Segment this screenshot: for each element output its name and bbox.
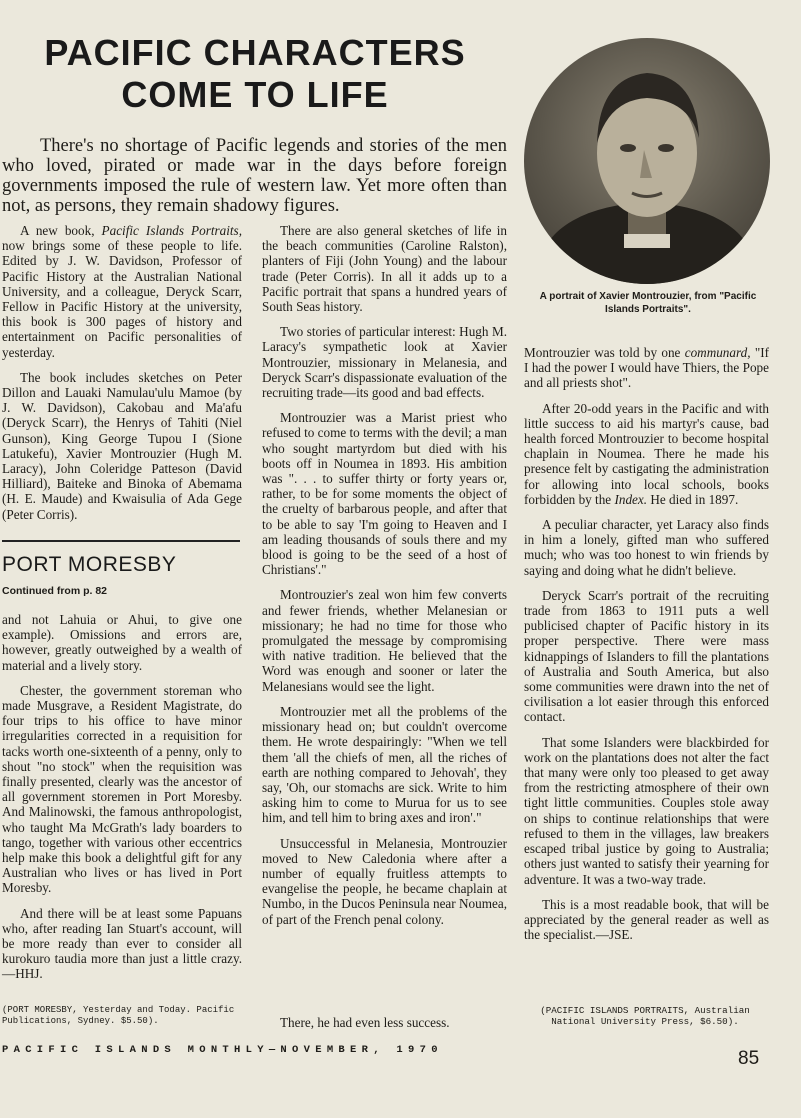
portrait-caption: A portrait of Xavier Montrouzier, from "Pacific Islands Portraits". — [539, 291, 757, 315]
paragraph: And there will be at least some Papuans who, after reading Ian Stuart's account, will be more ready than ever to consider all kurokuro taudia more than just a little crazy. —HHJ. — [2, 905, 242, 982]
title-line-2: COME TO LIFE — [121, 74, 389, 115]
article-intro: There's no shortage of Pacific legends and stories of the men who loved, pirated or made war in the days before foreign governments imposed the rule of western law. Yet more often than not, as persons, they remain shadowy figures. — [2, 136, 507, 216]
text-run: now brings some of these people to life. Edited by J. W. Davidson, Professor of Pacific History at the Australian National University, and a colleague, Deryck Scarr, Fellow in Pacific History at the university, this book is 300 pages of history and entertainment on Pacific personalities of yesterday. — [2, 238, 242, 360]
section-divider — [2, 540, 240, 542]
book-title-italic: Pacific Islands Portraits, — [101, 223, 242, 238]
paragraph: There are also general sketches of life in the beach communities (Caroline Ralston), planters of Fiji (John Young) and the labour trade (Peter Corris). In all it adds up to a Pacific portrait that spans a hundred years of South Seas history. — [262, 223, 507, 315]
paragraph: This is a most readable book, that will be appreciated by the general reader as well as the specialist.—JSE. — [524, 896, 769, 943]
paragraph: Montrouzier met all the problems of the missionary head on; but couldn't overcome them. He wrote despairingly: "When we tell them 'all the chiefs of men, all the riches of earth are nothing compared to Jehovah', they say, 'Oh, our stomachs are sick. Write to him asking him to come to Murua for us to see him, and tell him to bring axes and iron'." — [262, 703, 507, 826]
title-line-1: PACIFIC CHARACTERS — [44, 32, 466, 73]
port-moresby-book-source: (PORT MORESBY, Yesterday and Today. Pacific Publications, Sydney. $5.50). — [2, 1005, 235, 1026]
section-heading-port-moresby: PORT MORESBY — [2, 553, 177, 576]
paragraph: Deryck Scarr's portrait of the recruiting trade from 1863 to 1911 puts a well publicised chapter of Pacific history in its proper perspective. There were mass kidnappings of Islanders to fill the plantations of Australia and South America, but also some communities were drawn into the net of civilisation a lot easier through this enforced contact. — [524, 587, 769, 725]
italic-term: communard, — [684, 345, 751, 360]
paragraph: Montrouzier was a Marist priest who refused to come to terms with the devil; a man who sought martyrdom but died with his boots off in Noumea in 1893. His ambition was ". . . to suffer thirty or forty years or, rather, to be for some moments the object of the cruelty of barbarous people, and after that to be able to say 'I'm going to Heaven and I am leading thousands of souls there and my blood is going to be the seed of a host of Christians'." — [262, 410, 507, 578]
paragraph: The book includes sketches on Peter Dillon and Lauaki Namulau'ulu Mamoe (by J. W. Davidson), Cakobau and Ma'afu (Deryck Scarr), the Henrys of Tahiti (Niel Gunson), King George Tupou I (Sione Latukefu), Xavier Montrouzier (Hugh M. Laracy), John Coleridge Patteson (David Hilliard), Baiteke and Binoka of Abemama (H. E. Maude) and Kwaisulia of Ada Gege (Peter Corris). — [2, 369, 242, 522]
text-run: Montrouzier was told by one — [524, 345, 685, 360]
paragraph — [524, 401, 769, 507]
paragraph: There, he had even less success. — [280, 1015, 450, 1030]
paragraph: A peculiar character, yet Laracy also finds in him a lonely, gifted man who suffered much; who was too honest to win friends by saying and doing what he didn't believe. — [524, 517, 769, 578]
paragraph: That some Islanders were blackbirded for work on the plantations does not alter the fact that many were only too pleased to get away from the restricting atmosphere of their own tight little communities. Couples stole away on ships to continue relationships that were refused to them in the villages, law breakers escaped tribal justice by going to Australia; others just wanted to satisfy their yearning for adventure. It was a two-way trade. — [524, 734, 769, 887]
page-footer: PACIFIC ISLANDS MONTHLY—NOVEMBER, 1970 — [2, 1044, 443, 1056]
paragraph: Unsuccessful in Melanesia, Montrouzier moved to New Caledonia where after a number of equally fruitless attempts to evangelise the people, he became chaplain at Numbo, in the Ducos Peninsula near Noumea, of part of the French penal colony. — [262, 835, 507, 927]
column-3 — [524, 345, 769, 952]
paragraph: Two stories of particular interest: Hugh M. Laracy's sympathetic look at Xavier Montrouzier, missionary in Melanesia, and Deryck Scarr's dispassionate evaluation of the recruiting trade—its good and bad effects. — [262, 324, 507, 401]
paragraph: and not Lahuia or Ahui, to give one example). Omissions and errors are, however, greatly outweighed by a wealth of material and a lively story. — [2, 612, 242, 673]
page-number: 85 — [738, 1048, 760, 1069]
port-moresby-body — [2, 612, 242, 992]
paragraph: Montrouzier's zeal won him few converts and fewer friends, whether Melanesian or missionary; he had no time for those who promulgated the message by compromising with native tradition. He believed that the Word was enough and sooner or later the Melanesians would see the light. — [262, 587, 507, 694]
book-source: (PACIFIC ISLANDS PORTRAITS, Australian National University Press, $6.50). — [540, 1005, 750, 1027]
italic-term: Index. — [614, 491, 648, 507]
text-run: "If I had the power I would have Thiers, the Pope and all priests shot". — [524, 345, 770, 391]
text-run: He died in 1897. — [647, 491, 739, 507]
paragraph: Chester, the government storeman who made Musgrave, a Resident Magistrate, do four trips to his office to have minor irregularities corrected in a requisition for tacks worth one-sixteenth of a penny, only to shout "no stock" when the requisition was finally presented, clearly was the ancestor of all government storemen in Port Moresby. And Malinowski, the famous anthropologist, who taught Ma McGrath's lady boarders to tango, together with various other eccentrics help make this book a delightful gift for any Australian who lives or has lived in Port Moresby. — [2, 682, 242, 896]
article-title — [20, 32, 490, 116]
text-run: A new book, — [20, 223, 102, 238]
portrait-photo — [524, 38, 770, 284]
text-run: After 20-odd years in the Pacific and with little success to aid his martyr's cause, bad health forced Montrouzier to become hospital chaplain in Noumea. There he made his presence felt by castigating the administration for allowing into local schools, books forbidden by the — [524, 400, 769, 507]
portrait-illustration — [524, 38, 770, 284]
column-1 — [2, 223, 242, 532]
paragraph — [2, 223, 242, 360]
continued-note: Continued from p. 82 — [2, 585, 107, 597]
paragraph — [524, 345, 769, 391]
column-2 — [262, 223, 507, 937]
